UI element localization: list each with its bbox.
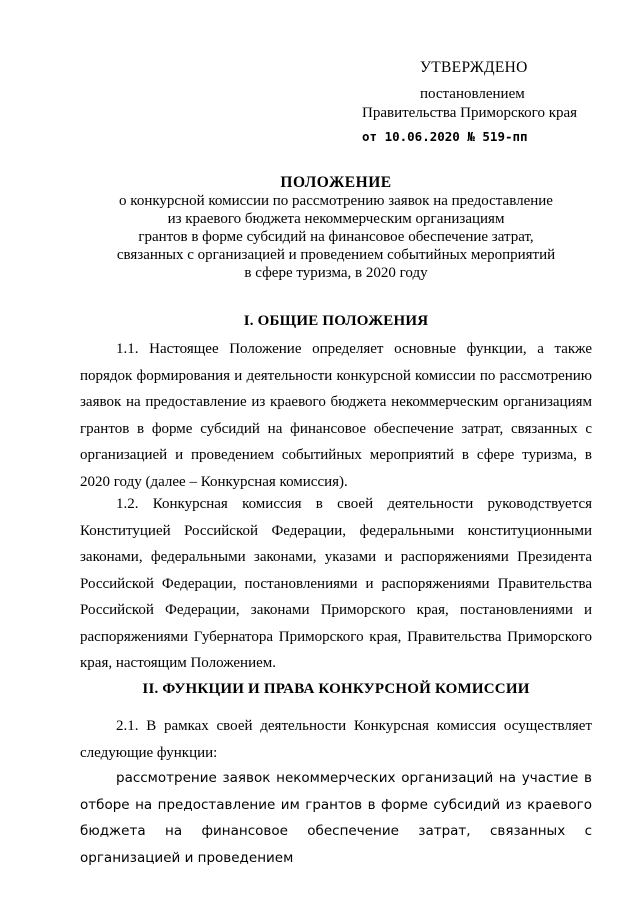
subtitle-line: связанных с организацией и проведением событийных мероприятий xyxy=(116,247,556,263)
subtitle-line: из краевого бюджета некоммерческим организациям xyxy=(167,211,505,227)
section-heading-functions: II. ФУНКЦИИ И ПРАВА КОНКУРСНОЙ КОМИССИИ xyxy=(142,681,530,697)
document-title: ПОЛОЖЕНИЕ xyxy=(280,174,392,191)
paragraph-2-1: 2.1. В рамках своей деятельности Конкурсная комиссия осуществляет следующие функции: xyxy=(80,718,592,761)
paragraph-1-2: 1.2. Конкурсная комиссия в своей деятельности руководствуется Конституцией Российской Федерации, федеральными конституционными законами, федеральными законами, указами и распоряжениями Президента Российской Федерации, постановлениями и распоряжениями Правительства Российской Федерации, законами Приморского края, постановлениями и распоряжениями Губернатора Приморского края, Правительства Приморского края, настоящим Положением. xyxy=(80,496,592,671)
approval-line-resolution: постановлением xyxy=(420,86,525,102)
approval-line-date-number: от 10.06.2020 № 519-пп xyxy=(362,129,528,144)
approval-title: УТВЕРЖДЕНО xyxy=(420,59,528,76)
section-heading-general: I. ОБЩИЕ ПОЛОЖЕНИЯ xyxy=(243,313,429,329)
approval-stamp xyxy=(340,58,610,146)
subtitle-line: в сфере туризма, в 2020 году xyxy=(244,265,428,281)
approval-line-government: Правительства Приморского края xyxy=(362,105,578,121)
subtitle-line: грантов в форме субсидий на финансовое обеспечение затрат, xyxy=(138,229,534,245)
paragraph-2-1-item: рассмотрение заявок некоммерческих организаций на участие в отборе на предоставление им грантов в форме субсидий из краевого бюджета на финансовое обеспечение затрат, связанных с организацией и проведением xyxy=(80,770,592,866)
document-title-block xyxy=(80,174,592,282)
subtitle-line: о конкурсной комиссии по рассмотрению заявок на предоставление xyxy=(119,193,553,209)
paragraph-1-1: 1.1. Настоящее Положение определяет основные функции, а также порядок формирования и деятельности конкурсной комиссии по рассмотрению заявок на предоставление из краевого бюджета некоммерческим организациям грантов в форме субсидий на финансовое обеспечение затрат, связанных с организацией и проведением событийных мероприятий в сфере туризма, в 2020 году (далее – Конкурсная комиссия). xyxy=(80,341,592,490)
